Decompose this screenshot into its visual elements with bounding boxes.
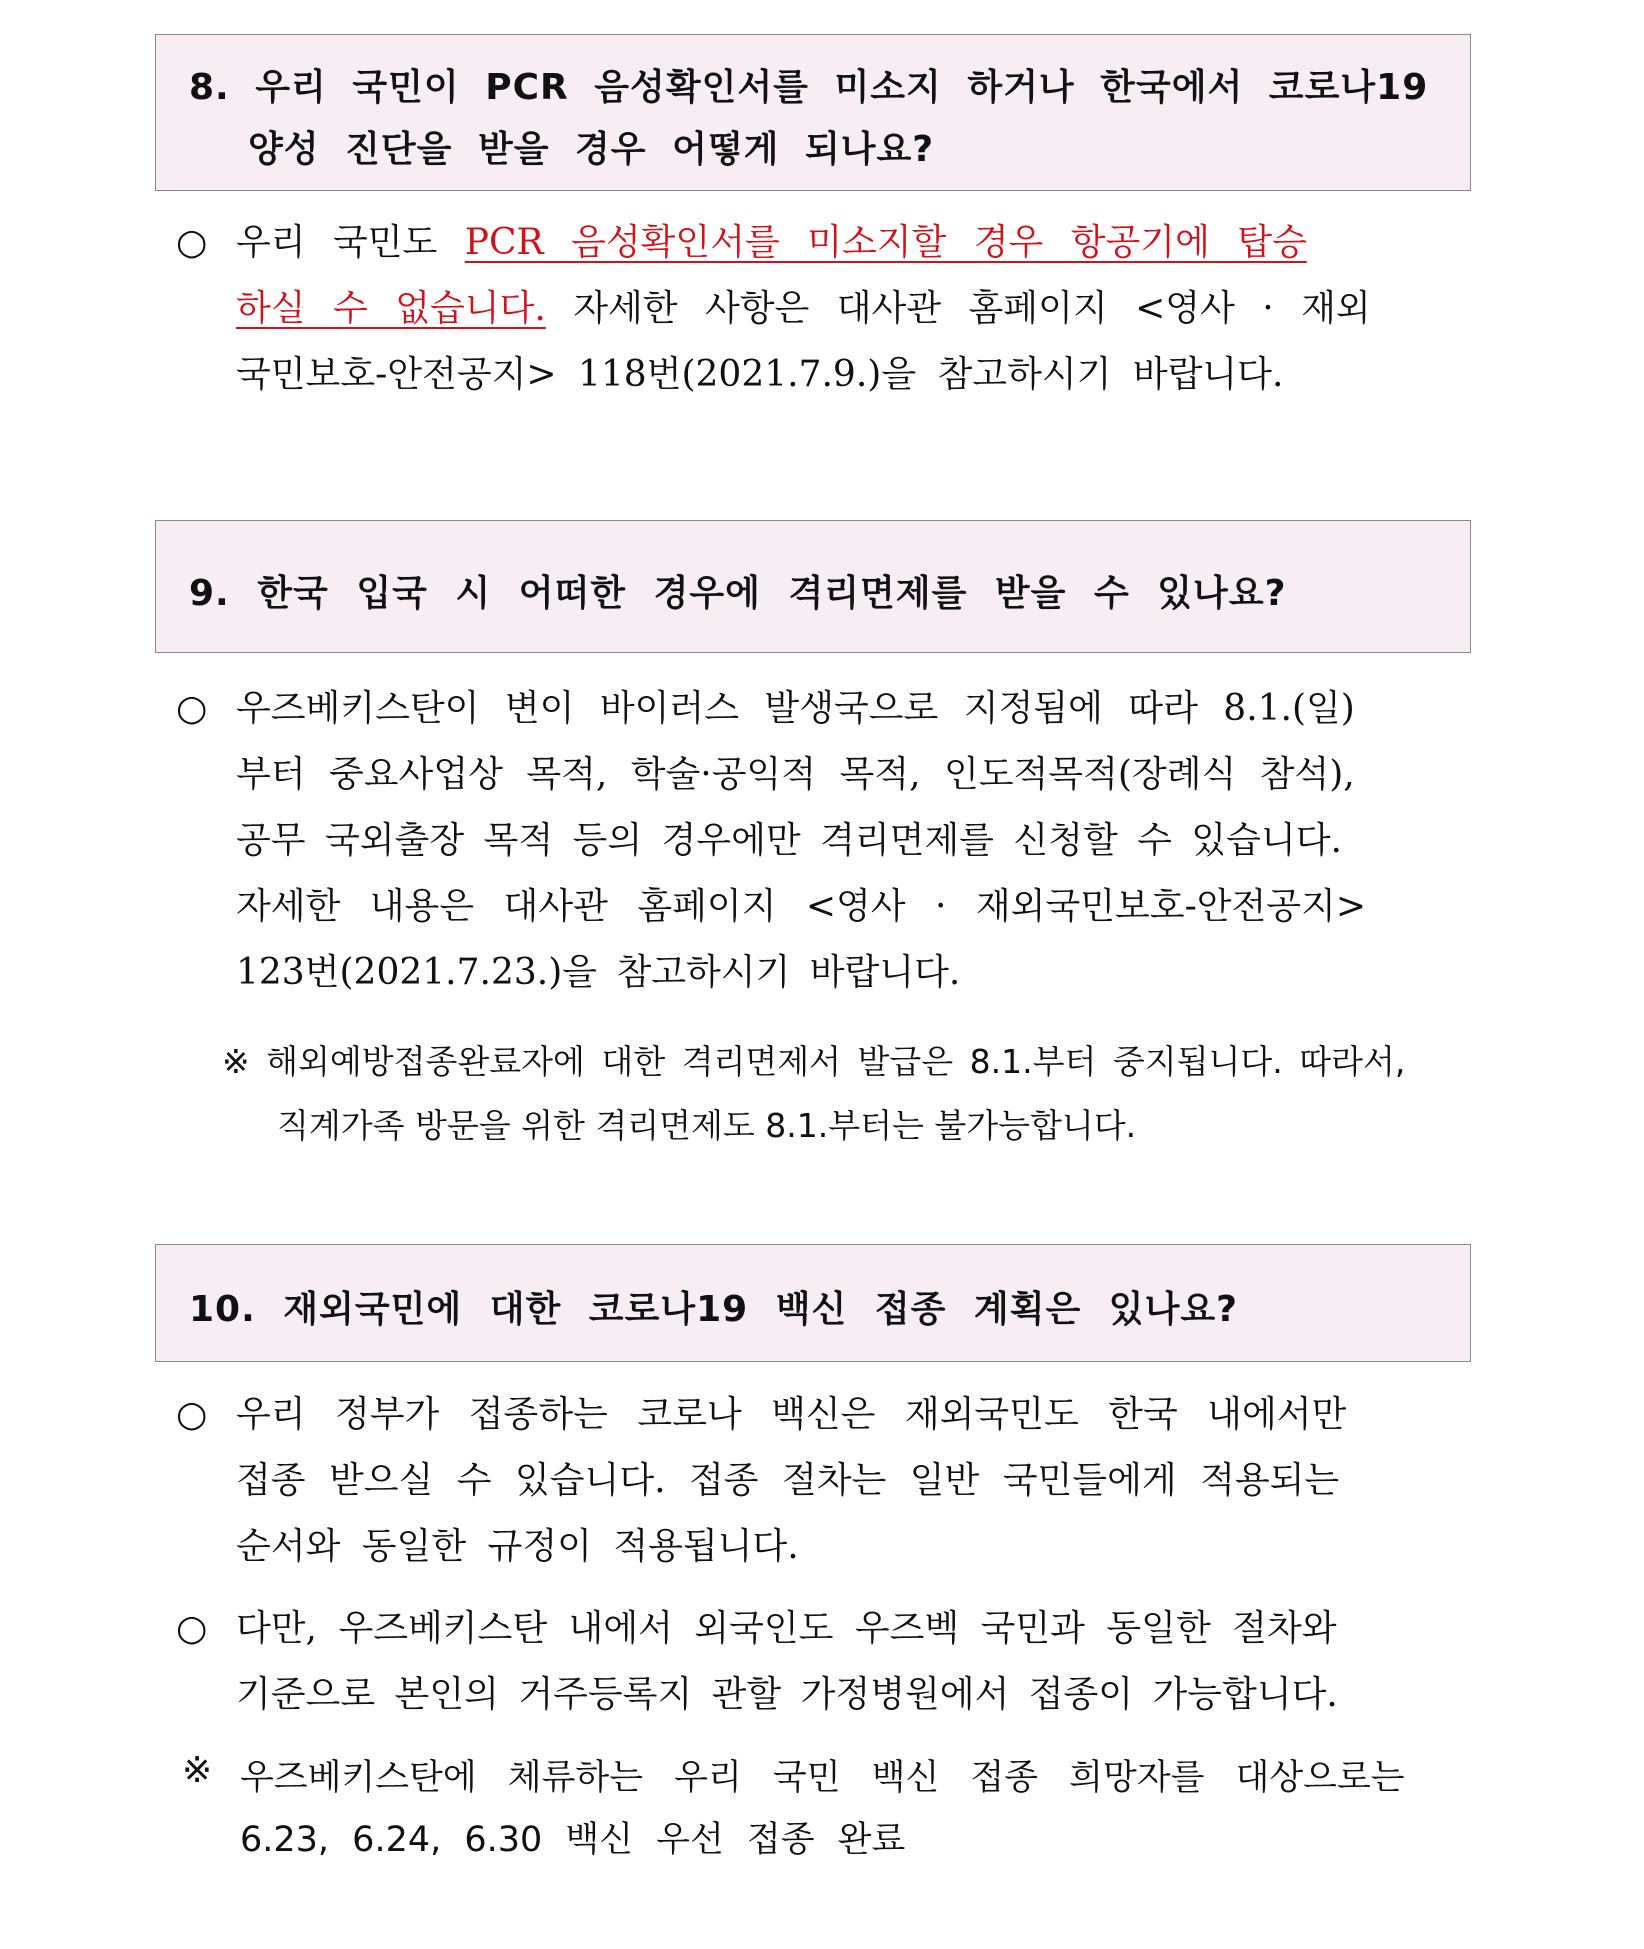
- note-10-line2: 6.23, 6.24, 6.30 백신 우선 접종 완료: [240, 1820, 906, 1860]
- answer-10-line1: 우리 정부가 접종하는 코로나 백신은 재외국민도 한국 내에서만: [236, 1394, 1347, 1435]
- question-9-box: [155, 520, 1471, 653]
- question-10-title: 10. 재외국민에 대한 코로나19 백신 접종 계획은 있나요?: [189, 1289, 1239, 1330]
- bullet-icon: ○: [176, 222, 208, 263]
- answer-10-line3: 순서와 동일한 규정이 적용됩니다.: [236, 1526, 799, 1567]
- question-8-box: [155, 34, 1471, 191]
- question-10-box: [155, 1244, 1471, 1362]
- answer-8-warning-text-cont: 하실 수 없습니다.: [236, 288, 546, 329]
- answer-10-line2: 접종 받으실 수 있습니다. 접종 절차는 일반 국민들에게 적용되는: [236, 1460, 1340, 1501]
- answer-8-line1-prefix: 우리 국민도: [236, 222, 465, 263]
- answer-9-line4: 자세한 내용은 대사관 홈페이지 <영사 · 재외국민보호-안전공지>: [236, 886, 1366, 927]
- bullet-icon: ○: [176, 688, 208, 729]
- answer-9-line3: 공무 국외출장 목적 등의 경우에만 격리면제를 신청할 수 있습니다.: [236, 820, 1342, 861]
- question-9-title: 9. 한국 입국 시 어떠한 경우에 격리면제를 받을 수 있나요?: [189, 573, 1287, 614]
- answer-8-line2-rest: 자세한 사항은 대사관 홈페이지 <영사 · 재외: [545, 288, 1371, 329]
- answer-8-line1: [236, 210, 1307, 276]
- answer-8-line2: [236, 276, 1371, 342]
- answer-10-p2-line1: 다만, 우즈베키스탄 내에서 외국인도 우즈벡 국민과 동일한 절차와: [236, 1608, 1337, 1649]
- answer-9-line5: 123번(2021.7.23.)을 참고하시기 바랍니다.: [236, 952, 961, 993]
- answer-10-p2-line2: 기준으로 본인의 거주등록지 관할 가정병원에서 접종이 가능합니다.: [236, 1674, 1338, 1715]
- note-10-line1: 우즈베키스탄에 체류하는 우리 국민 백신 접종 희망자를 대상으로는: [240, 1758, 1405, 1798]
- answer-9-line1: 우즈베키스탄이 변이 바이러스 발생국으로 지정됨에 따라 8.1.(일): [236, 688, 1355, 729]
- bullet-icon: ○: [176, 1608, 208, 1649]
- answer-9-line2: 부터 중요사업상 목적, 학술·공익적 목적, 인도적목적(장례식 참석),: [236, 754, 1355, 795]
- note-10-mark: ※: [182, 1750, 213, 1791]
- note-9-line1: ※ 해외예방접종완료자에 대한 격리면제서 발급은 8.1.부터 중지됩니다. 따라서,: [222, 1042, 1406, 1081]
- note-9-line2: 직계가족 방문을 위한 격리면제도 8.1.부터는 불가능합니다.: [277, 1106, 1137, 1145]
- bullet-icon: ○: [176, 1394, 208, 1435]
- question-8-title-line2: 양성 진단을 받을 경우 어떻게 되나요?: [248, 129, 935, 170]
- question-8-title-line1: 8. 우리 국민이 PCR 음성확인서를 미소지 하거나 한국에서 코로나19: [189, 67, 1429, 108]
- answer-8-line3: 국민보호-안전공지> 118번(2021.7.9.)을 참고하시기 바랍니다.: [236, 354, 1284, 395]
- answer-8-warning-text: PCR 음성확인서를 미소지할 경우 항공기에 탑승: [464, 222, 1307, 263]
